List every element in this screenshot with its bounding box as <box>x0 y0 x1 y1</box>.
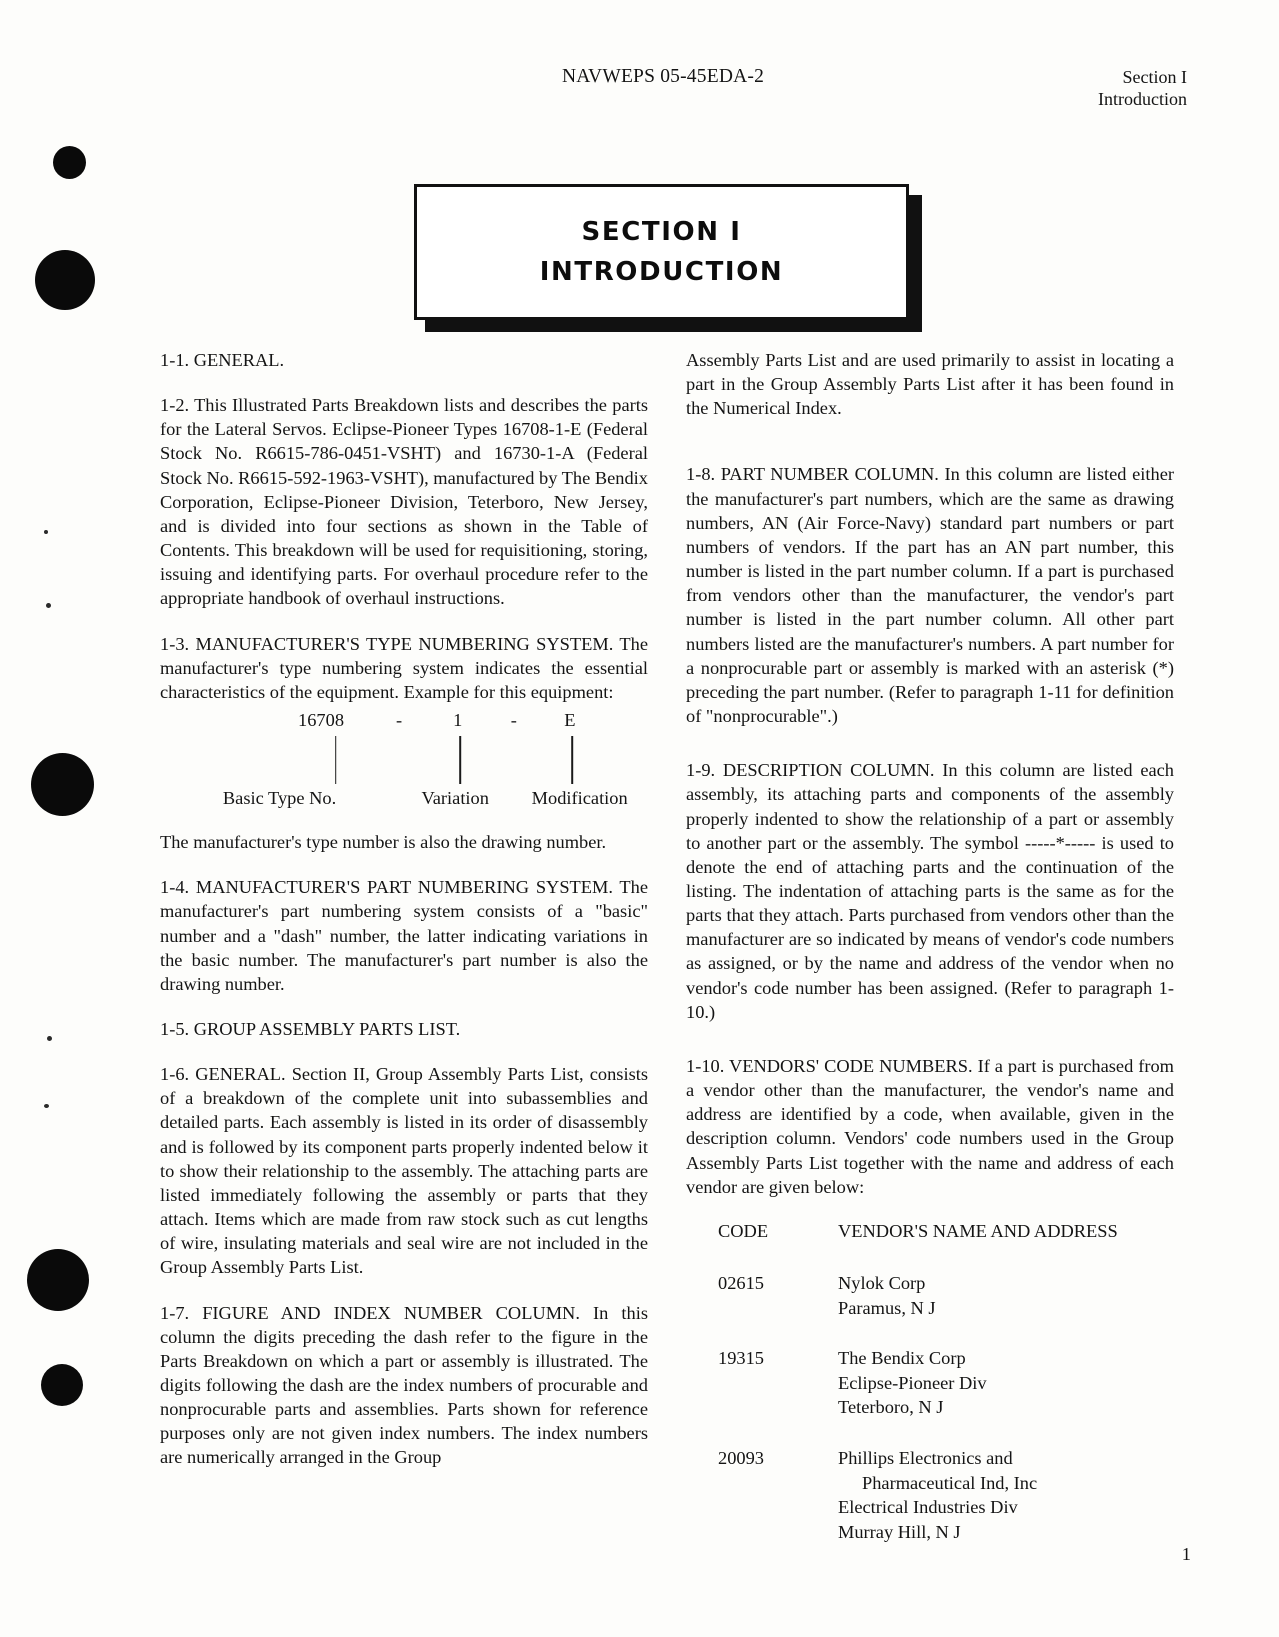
type-token-variation: 1 <box>453 710 463 731</box>
type-token-dash-1: - <box>396 710 403 731</box>
type-connector-line-basic <box>335 736 337 784</box>
scan-speck <box>46 603 51 608</box>
paragraph-1-6: 1-6. GENERAL. Section II, Group Assembly Parts List, consists of a breakdown of the complete unit into subassemblies and detailed parts. Each assembly is listed in its order of disassembly and is followed by its component parts properly indented below it to show their relationship to the assembly. The attaching parts are listed immediately following the assembly or parts that they attach. Items which are made from raw stock such as cut lengths of wire, insulating materials and seal wire are not included in the Group Assembly Parts List. <box>160 1064 648 1278</box>
paragraph-1-7-continuation: Assembly Parts List and are used primarily to assist in locating a part in the Group Assembly Parts List after it has been found in the Numerical Index. <box>686 350 1174 419</box>
vendor-name-address <box>838 1271 1174 1320</box>
table-row <box>686 1446 1174 1544</box>
paragraph-1-8: 1-8. PART NUMBER COLUMN. In this column are listed either the manufacturer's part numbers, which are the same as drawing numbers, AN (Air Force-Navy) standard part numbers or part numbers of vendors. If the part has an AN part number, this number is listed in the part number column. If a part is purchased from vendors other than the manufacturer, the vendor's part number is listed in the part number column. All other part numbers listed are the manufacturer's numbers. A part number for a nonprocurable part or assembly is marked with an asterisk (*) preceding the part number. (Refer to paragraph 1-11 for definition of "nonprocurable".) <box>686 464 1174 727</box>
vendor-address-line: Electrical Industries Div <box>838 1497 1018 1518</box>
plate-section-line: SECTION I <box>581 217 742 247</box>
vendor-code: 19315 <box>718 1348 764 1369</box>
binder-hole-1 <box>53 146 86 179</box>
running-head <box>0 66 1279 116</box>
binder-hole-4 <box>27 1249 89 1311</box>
vendor-table-header-name: VENDOR'S NAME AND ADDRESS <box>838 1220 1118 1241</box>
type-token-basic: 16708 <box>298 710 345 731</box>
paragraph-1-1: 1-1. GENERAL. <box>160 350 285 370</box>
binder-hole-2 <box>35 250 95 310</box>
vendor-address-line: Murray Hill, N J <box>838 1521 961 1542</box>
vendor-address-line: Phillips Electronics and <box>838 1447 1013 1468</box>
scan-speck <box>44 530 48 534</box>
paragraph-1-2: 1-2. This Illustrated Parts Breakdown lists and describes the parts for the Lateral Servos. Eclipse-Pioneer Types 16708-1-E (Federal Stock No. R6615-786-0451-VSHT) and 16730-1-A (Federal Stock No. R6615-592-1963-VSHT), manufactured by The Bendix Corporation, Eclipse-Pioneer Division, Teterboro, New Jersey, and is divided into four sections as shown in the Table of Contents. This breakdown will be used for requisitioning, storing, issuing and identifying parts. For overhaul procedure refer to the appropriate handbook of overhaul instructions. <box>160 395 648 609</box>
paragraph-1-7: 1-7. FIGURE AND INDEX NUMBER COLUMN. In this column the digits preceding the dash refer to the figure in the Parts Breakdown on which a part or assembly is illustrated. The digits following the dash are the index numbers of procurable and nonprocurable parts and assemblies. Parts shown for reference purposes only are not given index numbers. The index numbers are numerically arranged in the Group <box>160 1302 648 1468</box>
column-spacer <box>686 441 1174 462</box>
type-label-variation: Variation <box>421 788 489 809</box>
vendor-code: 20093 <box>718 1447 764 1468</box>
paragraph-1-5: 1-5. GROUP ASSEMBLY PARTS LIST. <box>160 1018 461 1039</box>
column-spacer <box>686 749 1174 758</box>
section-label: Section I <box>1122 67 1187 87</box>
vendor-address-line: Teterboro, N J <box>838 1397 944 1418</box>
column-spacer <box>686 1045 1174 1054</box>
type-connector-line-modification <box>572 736 574 784</box>
table-row <box>686 1271 1174 1320</box>
type-token-dash-2: - <box>510 710 517 731</box>
binder-hole-3 <box>31 753 94 816</box>
left-text-column <box>160 348 648 1491</box>
document-number: NAVWEPS 05-45EDA-2 <box>562 66 765 87</box>
vendor-table-header-row <box>686 1219 1174 1243</box>
type-number-diagram <box>160 708 648 812</box>
table-row <box>686 1346 1174 1420</box>
vendor-address-line: The Bendix Corp <box>838 1348 966 1369</box>
type-token-modification: E <box>564 710 576 731</box>
section-subject: Introduction <box>1098 89 1187 109</box>
vendor-table-header-code: CODE <box>718 1220 769 1241</box>
paragraph-1-4: 1-4. MANUFACTURER'S PART NUMBERING SYSTEM. The manufacturer's part numbering system consists of a "basic" number and a "dash" number, the latter indicating variations in the basic number. The manufacturer's part number is also the drawing number. <box>160 877 648 994</box>
vendor-address-line: Nylok Corp <box>838 1273 926 1293</box>
scan-speck <box>47 1036 52 1041</box>
running-head-section <box>1098 66 1187 110</box>
type-number-tokens <box>160 708 648 734</box>
type-label-modification: Modification <box>531 788 628 809</box>
right-text-column <box>686 348 1174 1544</box>
plate-box <box>414 184 909 320</box>
vendor-address-line: Paramus, N J <box>838 1297 936 1318</box>
page-number: 1 <box>1181 1544 1191 1564</box>
paragraph-1-3: 1-3. MANUFACTURER'S TYPE NUMBERING SYSTEM. The manufacturer's type numbering system indicates the essential characteristics of the equipment. Example for this equipment: <box>160 633 648 702</box>
vendor-code-table <box>686 1219 1174 1545</box>
type-connector-line-variation <box>459 736 461 784</box>
vendor-name-address <box>838 1446 1174 1544</box>
paragraph-1-9: 1-9. DESCRIPTION COLUMN. In this column are listed each assembly, its attaching parts and components of the assembly properly indented to show the relationship of a part or assembly to another part or the assembly. The symbol -----*----- is used to denote the end of attaching parts and the continuation of the listing. The indentation of attaching parts is the same as for the parts that they attach. Parts purchased from vendors other than the manufacturer are so indicated by means of vendor's code numbers as assigned, or by the name and address of the vendor when no vendor's code number has been assigned. (Refer to paragraph 1-10.) <box>686 760 1174 1022</box>
vendor-code: 02615 <box>718 1273 764 1293</box>
type-label-basic: Basic Type No. <box>222 788 337 809</box>
vendor-name-address <box>838 1346 1174 1420</box>
paragraph-1-3-continuation: The manufacturer's type number is also the drawing number. <box>160 832 607 853</box>
vendor-address-line: Eclipse-Pioneer Div <box>838 1372 987 1393</box>
scan-speck <box>44 1104 49 1108</box>
paragraph-1-10: 1-10. VENDORS' CODE NUMBERS. If a part is purchased from a vendor other than the manufacturer, the vendor's name and address are identified by a code, when available, given in the description column. Vendors' code numbers used in the Group Assembly Parts List together with the name and address of each vendor are given below: <box>686 1055 1174 1197</box>
vendor-address-line: Pharmaceutical Ind, Inc <box>862 1472 1038 1493</box>
binder-hole-5 <box>41 1364 83 1406</box>
section-title-plate <box>414 184 914 332</box>
plate-title-line: INTRODUCTION <box>539 257 784 287</box>
